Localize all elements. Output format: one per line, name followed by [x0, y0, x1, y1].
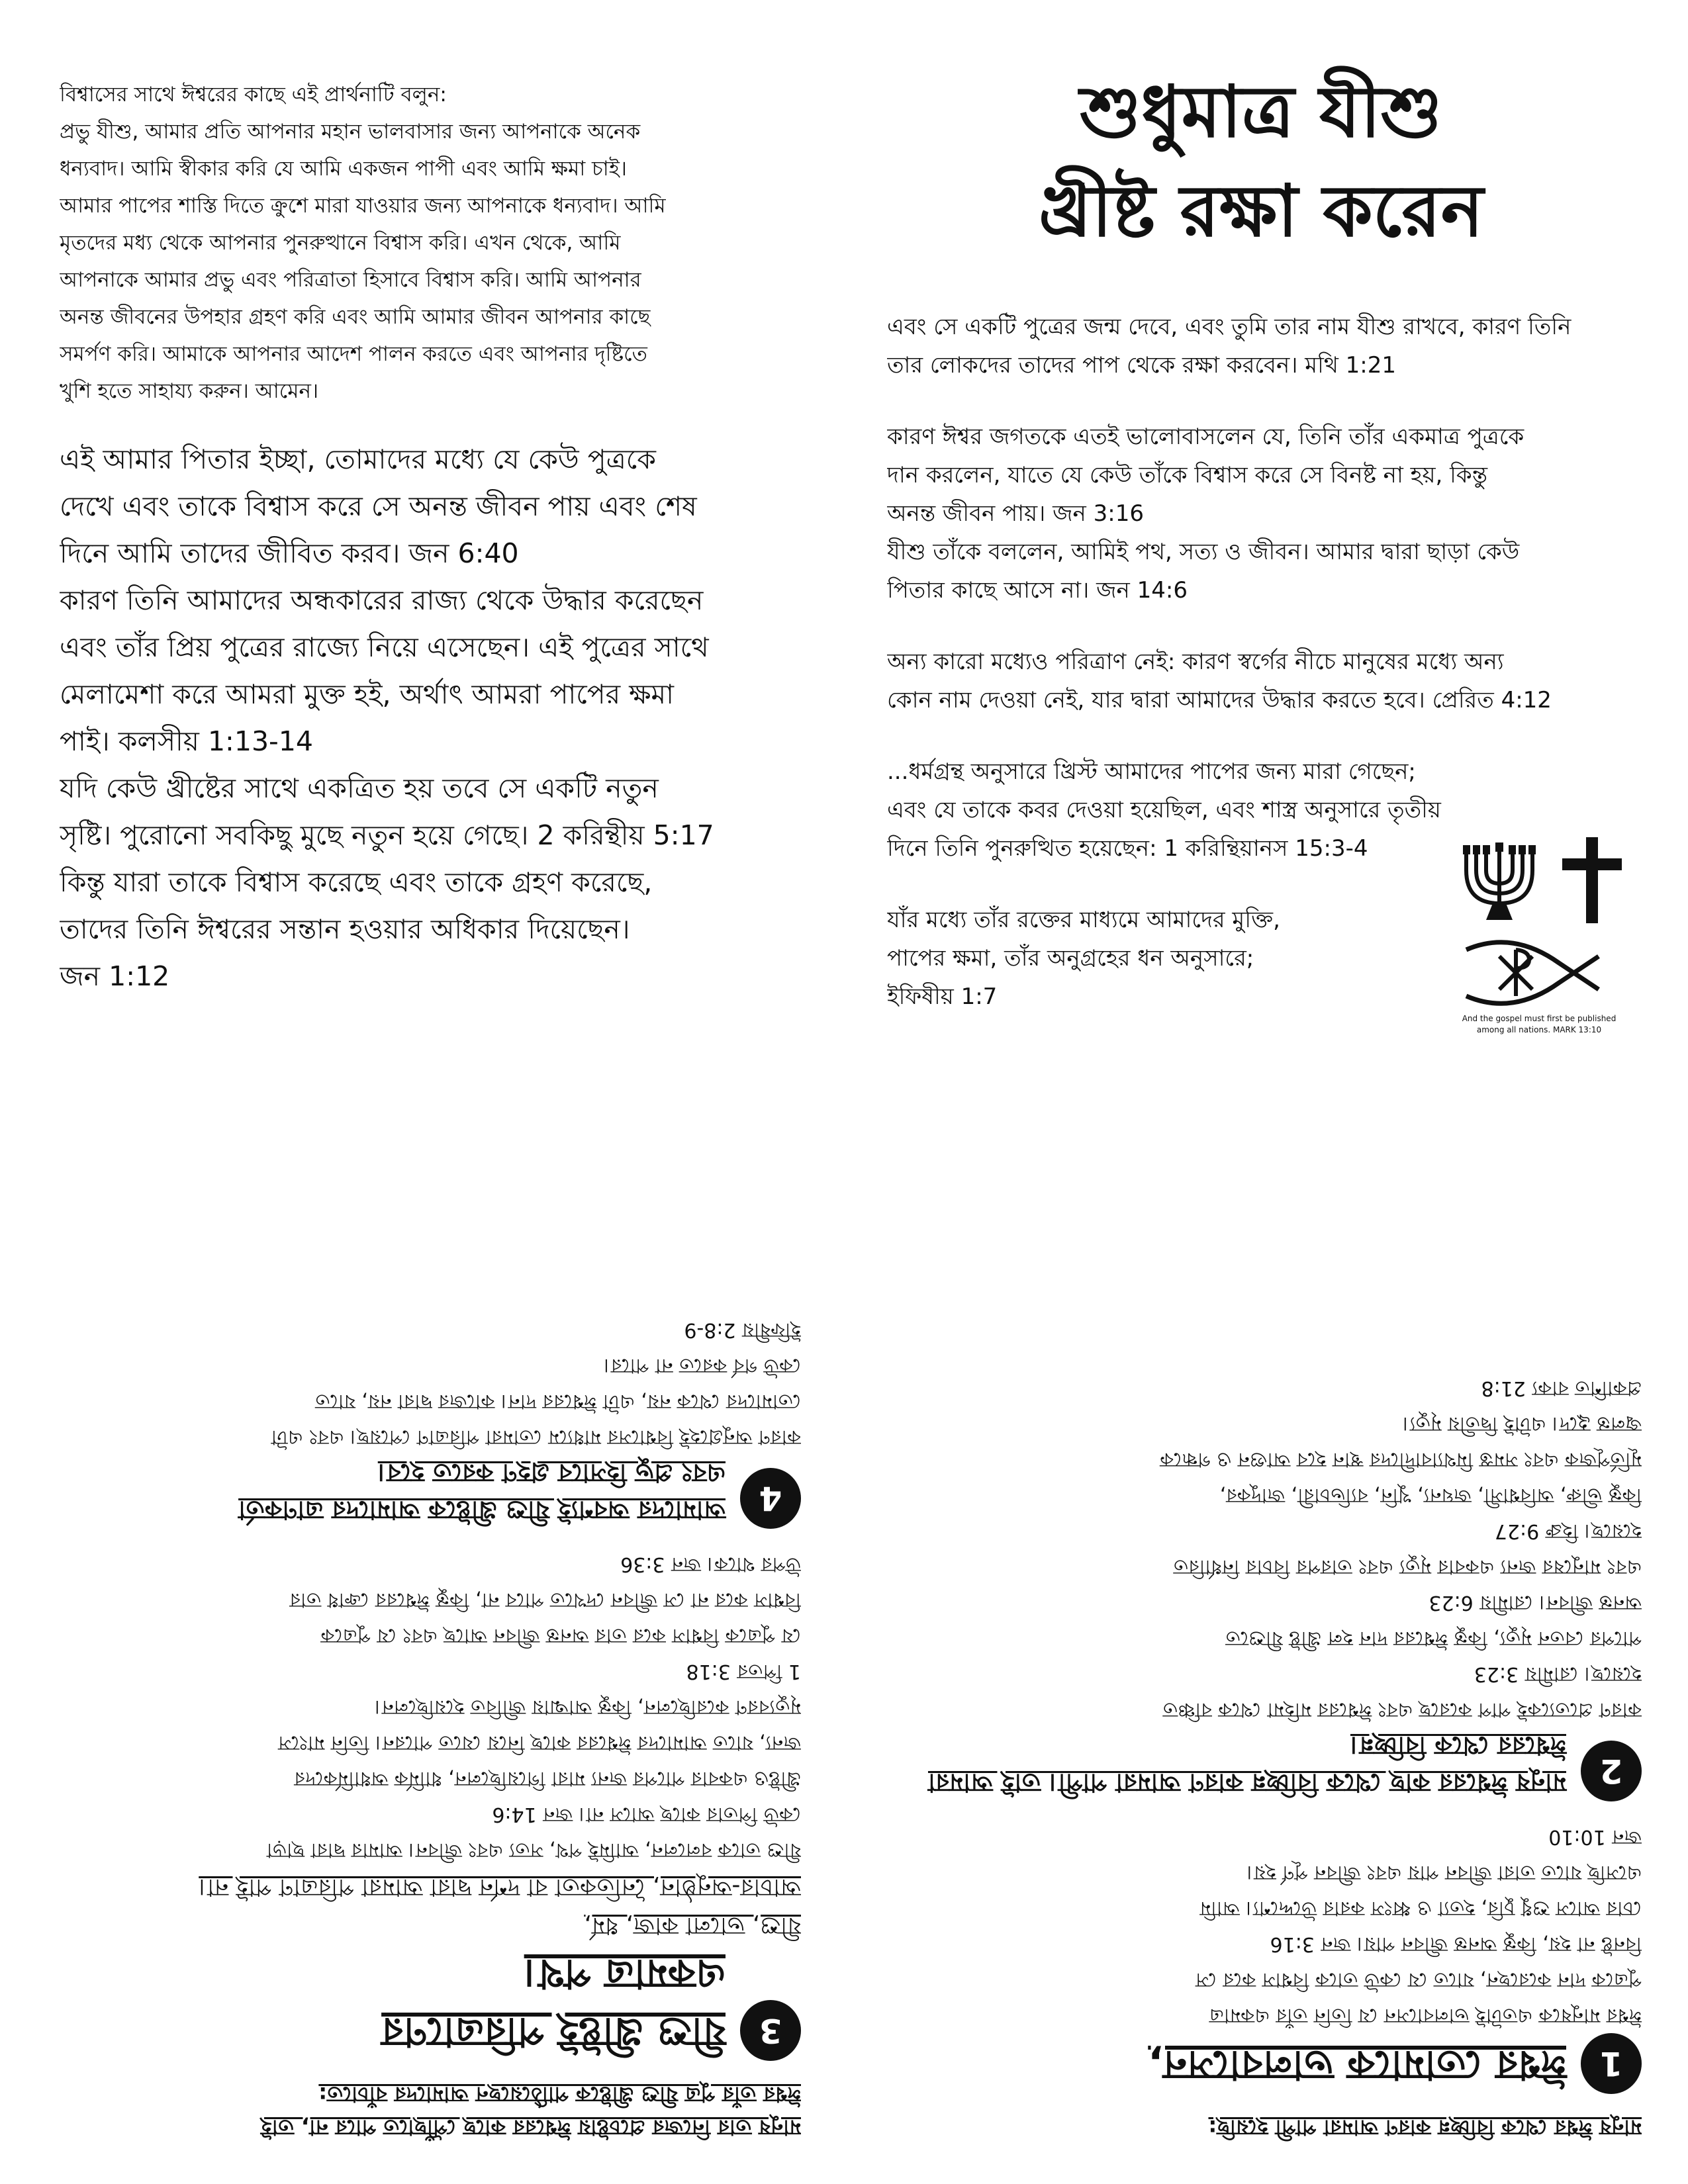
step-line: কারণ প্রত্যেকেই পাপ করেছে এবং ঈশ্বরের মহিমা থেকে বঞ্চিত [1162, 1698, 1642, 1721]
step-number-badge: 3 [740, 2000, 801, 2061]
prayer-panel [60, 76, 834, 1029]
step-line: ইফিষীয় 2:8-9 [684, 1318, 801, 1342]
step-line: জন 10:10 [1548, 1825, 1642, 1848]
main-title [887, 63, 1635, 261]
lead-line: ঈশ্বর তাঁর পুত্র যীশু খ্রীষ্টকে পাঠিয়েছেন আমাদের বাঁচাতে: [318, 2082, 801, 2107]
step-line: খ্রীষ্টও একবার পাপের জন্য মারা গিয়েছিলেন, ধার্মিক অধার্মিকদের [294, 1767, 801, 1790]
step-heading: একমাত্র পথ। [524, 1950, 726, 1997]
prayer-line: প্রভু যীশু, আমার প্রতি আপনার মহান ভালবাসার জন্য আপনাকে অনেক [60, 120, 641, 144]
step-2 [880, 1727, 1642, 1801]
verse-line: ইফিষীয় 1:7 [887, 983, 998, 1010]
verse-line: তার লোকদের তাদের পাপ থেকে রক্ষা করবেন। মথি 1:21 [887, 352, 1397, 379]
verse-line: ...ধর্মগ্রন্থ অনুসারে খ্রিস্ট আমাদের পাপের জন্য মারা গেছেন; [887, 758, 1416, 785]
step-number-badge: 2 [1581, 1741, 1642, 1801]
step-4 [60, 1455, 801, 1529]
verse-line: কারণ ঈশ্বর জগতকে এতই ভালোবাসলেন যে, তিনি তাঁর একমাত্র পুত্রকে [887, 424, 1524, 450]
verse-line: মেলামেশা করে আমরা মুক্ত হই, অর্থাৎ আমরা পাপের ক্ষমা [60, 678, 675, 710]
verse-line: পাই। কলসীয় 1:13-14 [60, 725, 314, 757]
step-line: বিশ্বাস করে না সে জীবন দেখতে পাবে না, কিন্তু ঈশ্বরের ক্রোধ তার [289, 1588, 801, 1612]
verse-line: পাপের ক্ষমা, তাঁর অনুগ্রহের ধন অনুসারে; [887, 945, 1254, 972]
step-heading: এবং প্রভু হিসাবে গ্রহণ করতে হবে। [377, 1459, 726, 1488]
step-line: মূর্তিপূজক এবং সমস্ত মিথ্যাবাদীদের স্থান হবে আগুন ও গন্ধকে [1160, 1448, 1642, 1471]
step-line: আচার-অনুষ্ঠান, নৈতিকতা বা দর্শন দ্বারা আমরা পরিত্রাণ পাই না। [199, 1874, 801, 1901]
step-line: জ্বলন্ত হ্রদে। এটাই দ্বিতীয় মৃত্যু। [1402, 1412, 1642, 1435]
verse-line: যীশু তাঁকে বললেন, আমিই পথ, সত্য ও জীবন। আমার দ্বারা ছাড়া কেউ [887, 539, 1520, 565]
step-line: যীশু, ভালো কাজ, ধর্ম, [584, 1912, 801, 1939]
menorah-icon [1456, 837, 1542, 923]
step-line: কিন্তু ভীরু, অবিশ্বাসী, জঘন্য, খুনি, ব্যভিচারী, জাদুকর, [1219, 1484, 1642, 1507]
step-line: অনন্ত জীবন। রোমীয় 6:23 [1429, 1591, 1642, 1614]
verse-line: অনন্ত জীবন পায়। জন 3:16 [887, 500, 1144, 527]
step-line: বিনষ্ট না হয়, কিন্তু অনন্ত জীবন পায়। জন 3:16 [1270, 1933, 1642, 1956]
verse-line: কারণ তিনি আমাদের অন্ধকারের রাজ্য থেকে উদ্ধার করেছেন [60, 584, 704, 616]
step-heading: মানুষ ঈশ্বরের কাছ থেকে বিচ্ছিন্ন কারণ আমরা পাপী। তাই আমরা [927, 1768, 1566, 1797]
step-line: পুত্রকে দান করেছেন, যাতে যে কেউ তাকে বিশ্বাস করে সে [1195, 1968, 1642, 1991]
prayer-line: খুশি হতে সাহায্য করুন। আমেন। [60, 379, 319, 403]
title-panel [887, 63, 1635, 1036]
step-line: যীশু তাকে বললেন, আমিই পথ, সত্য এবং জীবন। আমার দ্বারা ছাড়া [266, 1839, 801, 1862]
step-line: পাপের বেতন মৃত্যু, কিন্তু ঈশ্বরের দান হল খ্রীষ্ট যীশুতে [1225, 1627, 1642, 1650]
steps-1-2-panel [880, 1125, 1642, 2144]
step-heading: যীশু খ্রীষ্টই পরিত্রাণের [381, 2009, 726, 2055]
step-heading: ঈশ্বরের থেকে বিচ্ছিন্ন। [1350, 1731, 1566, 1760]
step-line: এবং মানুষের জন্য একবার মৃত্যু এবং তারপর বিচার নির্ধারিত [1173, 1555, 1642, 1578]
step-line: তোমাদের থেকে নয়, এটা ঈশ্বরের দান। কাজের দ্বারা নয়, যাতে [315, 1390, 801, 1413]
steps-3-4-panel [60, 1125, 801, 2144]
verse-line: পিতার কাছে আসে না। জন 14:6 [887, 577, 1188, 604]
verse-line: যদি কেউ খ্রীষ্টের সাথে একত্রিত হয় তবে সে একটি নতুন [60, 772, 659, 804]
prayer-line: আপনাকে আমার প্রভু এবং পরিত্রাতা হিসাবে বিশ্বাস করি। আমি আপনার [60, 268, 641, 292]
step-heading: আমাদের অবশ্যই যীশু খ্রীষ্টকে আমাদের ত্রাণকর্তা [238, 1496, 726, 1525]
verse-line: দিনে তিনি পুনরুত্থিত হয়েছেন: 1 করিন্থিয়ানস 15:3-4 [887, 835, 1368, 862]
verse-line: এই আমার পিতার ইচ্ছা, তোমাদের মধ্যে যে কেউ পুত্রকে [60, 443, 656, 475]
title-line-1: শুধুমাত্র যীশু [1080, 71, 1442, 154]
verse-line: অন্য কারো মধ্যেও পরিত্রাণ নেই: কারণ স্বর্গের নীচে মানুষের মধ্যে অন্য [887, 649, 1504, 675]
left-verses-block [60, 436, 834, 1000]
verse-line: কোন নাম দেওয়া নেই, যার দ্বারা আমাদের উদ্ধার করতে হবে। প্রেরিত 4:12 [887, 687, 1552, 713]
prayer-line: অনন্ত জীবনের উপহার গ্রহণ করি এবং আমি আমার জীবন আপনার কাছে [60, 305, 651, 329]
step-1 [880, 2033, 1642, 2094]
cross-icon [1562, 837, 1622, 923]
step-line: জন্য, যাতে আমাদের ঈশ্বরের কাছে নিয়ে যেতে পারেন। তিনি মাংসে [278, 1731, 801, 1754]
prayer-line: সমর্পণ করি। আমাকে আপনার আদেশ পালন করতে এবং আপনার দৃষ্টিতে [60, 342, 647, 366]
step-number-badge: 4 [740, 1468, 801, 1529]
step-line: কারণ অনুগ্রহেই বিশ্বাসের মাধ্যমে তোমরা পরিত্রাণ পেয়েছ। এবং এটা [271, 1426, 801, 1449]
verse-line: এবং যে তাকে কবর দেওয়া হয়েছিল, এবং শাস্ত্র অনুসারে তৃতীয় [887, 797, 1441, 823]
prayer-line: আমার পাপের শাস্তি দিতে ক্রুশে মারা যাওয়ার জন্য আপনাকে ধন্যবাদ। আমি [60, 194, 666, 218]
step-line: 1 পিতর 3:18 [686, 1660, 801, 1683]
verse-line: যাঁর মধ্যে তাঁর রক্তের মাধ্যমে আমাদের মুক্তি, [887, 907, 1280, 933]
step-line: চোর আসে শুধু চুরি, হত্যা ও ধ্বংস করার উদ্দেশ্যে। আমি [1199, 1897, 1642, 1920]
step-line: কেউ গর্ব করতে না পারে। [603, 1354, 801, 1377]
step-line: হয়েছে। রোমীয় 3:23 [1474, 1662, 1642, 1686]
verse-line: তাদের তিনি ঈশ্বরের সন্তান হওয়ার অধিকার দিয়েছেন। [60, 913, 630, 945]
step-line: মৃত্যুবরণ করেছিলেন, কিন্তু আত্মায় জীবিত হয়েছিলেন। [374, 1696, 801, 1719]
verse-line: দেখে এবং তাকে বিশ্বাস করে সে অনন্ত জীবন পায় এবং শেষ [60, 490, 697, 522]
verse-line: দান করলেন, যাতে যে কেউ তাঁকে বিশ্বাস করে সে বিনষ্ট না হয়, কিন্তু [887, 462, 1488, 488]
title-line-2: খ্রীষ্ট রক্ষা করেন [1038, 170, 1484, 253]
step-line: ঈশ্বর মানুষকে এতটাই ভালবাসেন যে তিনি তাঁর একমাত্র [1209, 2004, 1642, 2027]
prayer-line: বিশ্বাসের সাথে ঈশ্বরের কাছে এই প্রার্থনাটি বলুন: [60, 83, 447, 107]
faith-symbols [1453, 837, 1625, 1036]
verse-line: এবং তাঁর প্রিয় পুত্রের রাজ্যে নিয়ে এসেছেন। এই পুত্রের সাথে [60, 631, 709, 663]
step-heading: ঈশ্বর তোমাকে ভালবাসেন, [1148, 2042, 1566, 2088]
verse-line: জন 1:12 [60, 960, 170, 992]
verse-line: সৃষ্টি। পুরোনো সবকিছু মুছে নতুন হয়ে গেছে। 2 করিন্থীয় 5:17 [60, 819, 714, 851]
step-line: এসেছি যাতে তারা জীবন পায় এবং জীবন পূর্ণ হয়। [1246, 1861, 1642, 1884]
step-3 [60, 1944, 801, 2061]
lead-line: মানুষ তার নিজের প্রচেষ্টায় ঈশ্বরের কাছে পৌঁছাতে পারে না, তাই [260, 2115, 801, 2140]
step-number-badge: 1 [1581, 2033, 1642, 2094]
ichthys-chi-rho-icon [1460, 936, 1618, 1009]
lead-line: মানুষ ঈশ্বর থেকে বিচ্ছিন্ন কারণ আমরা পাপী হয়েছি: [1208, 2115, 1642, 2140]
verse-line: দিনে আমি তাদের জীবিত করব। জন 6:40 [60, 537, 519, 569]
verse-line: কিন্তু যারা তাকে বিশ্বাস করেছে এবং তাকে গ্রহণ করেছে, [60, 866, 653, 898]
prayer-line: ধন্যবাদ। আমি স্বীকার করি যে আমি একজন পাপী এবং আমি ক্ষমা চাই। [60, 157, 627, 181]
step-line: যে পুত্রকে বিশ্বাস করে তার অনন্ত জীবন আছে এবং যে পুত্রকে [320, 1624, 801, 1647]
symbols-caption: And the gospel must first be published among all nations. MARK 13:10 [1462, 1014, 1617, 1034]
step-line: কেউ পিতার কাছে আসে না। জন 14:6 [492, 1803, 801, 1826]
prayer-line: মৃতদের মধ্য থেকে আপনার পুনরুত্থানে বিশ্বাস করি। এখন থেকে, আমি [60, 231, 621, 255]
prayer-block [60, 76, 834, 410]
step-line: প্রকাশিত বাক্য 21:8 [1481, 1377, 1642, 1400]
step-line: হয়েছে। হিব্রু 9:27 [1494, 1520, 1642, 1543]
verse-line: এবং সে একটি পুত্রের জন্ম দেবে, এবং তুমি তার নাম যীশু রাখবে, কারণ তিনি [887, 314, 1571, 340]
step-line: উপর থাকে। জন 3:36 [620, 1553, 801, 1576]
